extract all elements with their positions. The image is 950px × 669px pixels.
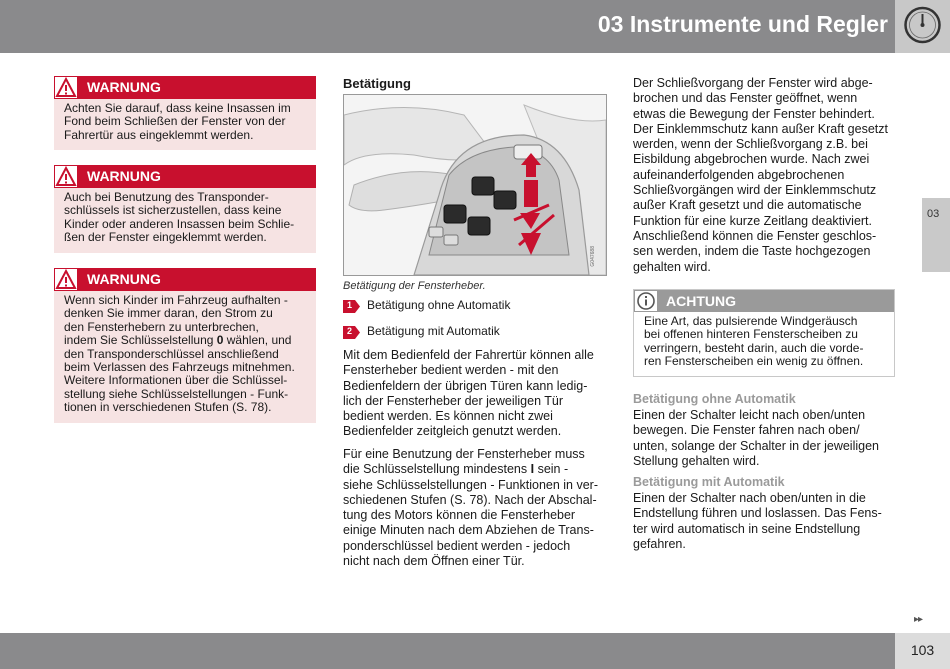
section-heading: Betätigung <box>343 76 411 91</box>
text-line: Eisbildung abgebrochen wurde. Nach zwei <box>633 152 870 167</box>
chapter-side-tab-label: 03 <box>927 208 940 220</box>
warning-box-1 <box>54 76 316 150</box>
text-line: Funktion für eine kurze Zeitlang deaktiviert. <box>633 213 873 228</box>
text-line: siehe Schlüsselstellungen - Funktionen in ver- <box>343 477 598 492</box>
text-line: einige Minuten nach dem Abziehen de Trans- <box>343 523 594 538</box>
warning-box-3 <box>54 268 316 423</box>
text-line: Der Einklemmschutz kann außer Kraft gesetzt <box>633 121 888 136</box>
warning-line: den Fensterhebern zu unterbrechen, <box>64 319 259 334</box>
text-line: werden, wenn der Schließvorgang z.B. bei <box>633 137 868 152</box>
note-line: ren Fensterscheiben ein wenig zu öffnen. <box>644 354 864 369</box>
warning-title: WARNUNG <box>87 271 161 287</box>
door-panel-illustration <box>344 95 606 275</box>
warning-line: ßen der Fenster eingeklemmt werden. <box>64 230 267 245</box>
note-line: bei offenen hinteren Fensterscheiben zu <box>644 327 858 342</box>
warning-text <box>54 99 316 150</box>
info-icon <box>635 291 657 311</box>
text-line: bedient werden. Es können nicht zwei <box>343 409 553 424</box>
text-line: etwas die Bewegung der Fenster behindert. <box>633 106 875 121</box>
warning-box-2 <box>54 165 316 253</box>
text-line: gehalten wird. <box>633 259 711 274</box>
text-line: Einen der Schalter leicht nach oben/unten <box>633 408 866 422</box>
warning-line: den Transponderschlüssel anschließend <box>64 346 279 361</box>
continue-marker: ▸▸ <box>914 614 923 625</box>
warning-text <box>54 188 316 253</box>
text-line: lich der Fensterheber der jeweiligen Tür <box>343 393 564 408</box>
chapter-side-tab[interactable] <box>922 198 950 272</box>
legend-number-badge <box>343 300 360 313</box>
text-line: tung des Motors können die Fensterheber <box>343 508 576 523</box>
warning-line: indem Sie Schlüsselstellung 0 wählen, und <box>64 333 292 348</box>
warning-line: Fahrertür aus eingeklemmt werden. <box>64 127 254 142</box>
warning-header <box>54 165 316 188</box>
text-line: unten, solange der Schalter in der jeweiligen <box>633 438 879 453</box>
warning-triangle-icon <box>55 77 77 98</box>
warning-line: schlüssels ist sicherzustellen, dass keine <box>64 203 282 218</box>
warning-line: stellung siehe Schlüsselstellungen - Funk- <box>64 386 289 401</box>
subheading-automatic: Betätigung mit Automatik <box>633 475 785 489</box>
gauge-icon-box <box>895 0 950 53</box>
gauge-icon <box>895 0 950 53</box>
paragraph-pinch-protection <box>633 76 888 275</box>
text-line: die Schlüsselstellung mindestens I sein - <box>343 462 569 477</box>
warning-line: Auch bei Benutzung des Transponder- <box>64 190 269 204</box>
window-switch-figure <box>343 94 607 276</box>
warning-header <box>54 268 316 291</box>
warning-line: beim Verlassen des Fahrzeugs mitnehmen. <box>64 360 295 375</box>
text-line: gefahren. <box>633 536 686 551</box>
legend-text: Betätigung mit Automatik <box>367 324 500 338</box>
warning-line: denken Sie immer daran, den Strom zu <box>64 306 273 321</box>
text-line: Anschließend können die Fenster geschlos- <box>633 228 877 243</box>
text-line: Für eine Benutzung der Fensterheber muss <box>343 447 585 461</box>
warning-line: Fond beim Schließen der Fenster von der <box>64 114 286 129</box>
legend-text: Betätigung ohne Automatik <box>367 298 511 312</box>
warning-line: Wenn sich Kinder im Fahrzeug aufhalten - <box>64 293 288 307</box>
text-line: Endstellung führen und loslassen. Das Fens- <box>633 506 882 521</box>
text-line: schiedenen Stufen (S. 78). Nach der Abschal- <box>343 492 597 507</box>
text-line: ponderschlüssel bedient werden - jedoch <box>343 538 571 553</box>
section-heading-wrap <box>343 76 608 91</box>
page-number: 103 <box>910 642 935 658</box>
note-title: ACHTUNG <box>666 293 736 309</box>
warning-triangle-icon <box>55 166 77 187</box>
text-line: Mit dem Bedienfeld der Fahrertür können alle <box>343 348 594 362</box>
note-line: Eine Art, das pulsierende Windgeräusch <box>644 314 858 328</box>
text-line: Der Schließvorgang der Fenster wird abge- <box>633 76 873 90</box>
legend-number-badge <box>343 326 360 339</box>
paragraph-key-position <box>343 447 598 569</box>
footer-bar <box>0 633 895 669</box>
text-line: Einen der Schalter nach oben/unten in die <box>633 491 866 505</box>
warning-line: Weitere Informationen über die Schlüssel- <box>64 373 288 388</box>
subheading-manual: Betätigung ohne Automatik <box>633 392 796 406</box>
text-line: Fensterheber bedient werden - mit den <box>343 363 559 378</box>
legend-number: 2 <box>347 326 353 336</box>
text-line: außer Kraft gesetzt und die automatische <box>633 198 862 213</box>
text-line: Bedienfelder zeitgleich genutzt werden. <box>343 424 562 439</box>
warning-triangle-icon <box>55 269 77 290</box>
text-line: Stellung gehalten wird. <box>633 453 760 468</box>
text-line: ter wird automatisch in seine Endstellung <box>633 521 861 536</box>
note-header <box>634 290 894 312</box>
warning-line: tionen in verschiedenen Stufen (S. 78). <box>64 400 272 415</box>
warning-line: Kinder oder anderen Insassen beim Schlie- <box>64 216 295 231</box>
warning-title: WARNUNG <box>87 168 161 184</box>
paragraph-operation <box>343 348 594 440</box>
warning-title: WARNUNG <box>87 79 161 95</box>
page-number-box <box>895 633 950 669</box>
note-box <box>633 289 895 377</box>
paragraph-automatic <box>633 491 882 552</box>
text-line: Bedienfeldern der übrigen Türen kann ledig- <box>343 378 588 393</box>
note-line: verringern, besteht darin, auch die vorde- <box>644 340 864 355</box>
warning-text <box>54 291 316 423</box>
text-line: bewegen. Die Fenster fahren nach oben/ <box>633 423 860 438</box>
paragraph-manual <box>633 408 879 469</box>
figure-code: G047688 <box>590 246 596 267</box>
note-text <box>634 312 894 376</box>
text-line: Schließvorgängen wird der Einklemmschutz <box>633 183 877 198</box>
text-line: aufeinanderfolgenden abgebrochenen <box>633 167 845 182</box>
figure-caption: Betätigung der Fensterheber. <box>343 280 486 292</box>
warning-header <box>54 76 316 99</box>
text-line: brochen und das Fenster geöffnet, wenn <box>633 91 858 106</box>
warning-line: Achten Sie darauf, dass keine Insassen im <box>64 101 291 115</box>
text-line: nicht nach dem Öffnen einer Tür. <box>343 554 525 569</box>
legend-number: 1 <box>347 300 353 310</box>
chapter-title: 03 Instrumente und Regler <box>597 11 888 37</box>
text-line: sen werden, indem die Taste hochgezogen <box>633 244 871 259</box>
